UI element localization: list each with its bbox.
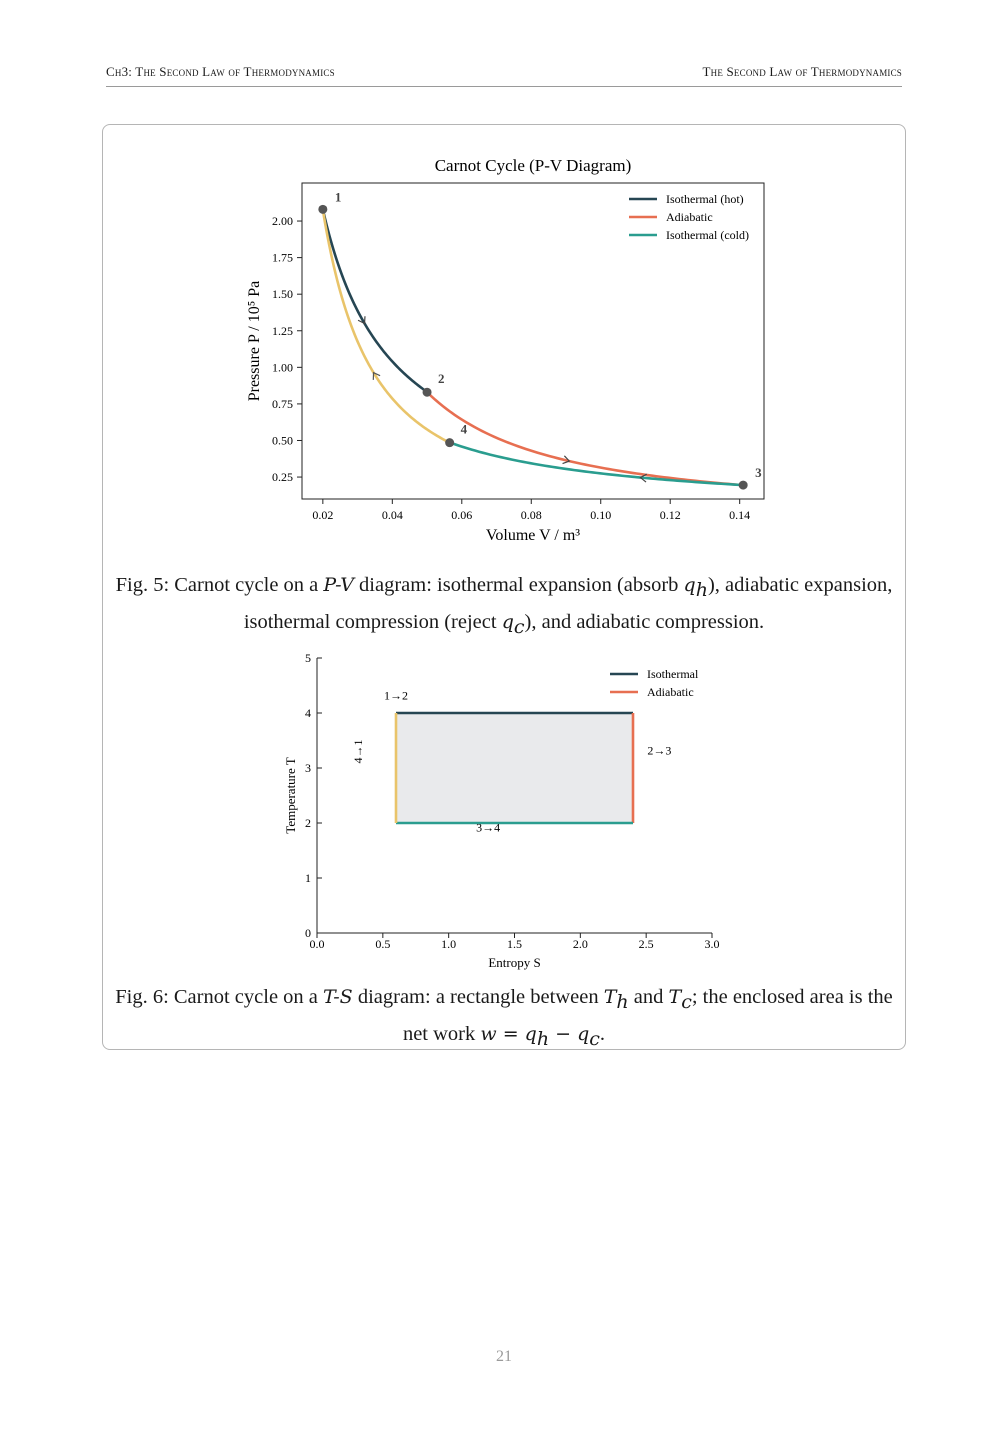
pv-y-tick-label: 0.50 [272,433,293,448]
ts-y-tick-label: 3 [305,761,311,775]
pv-y-tick-label: 1.50 [272,287,293,302]
ts-x-tick-label: 3.0 [704,937,720,951]
ts-y-tick-label: 2 [305,816,311,830]
ts-x-tick-label: 2.0 [572,937,588,951]
pv-x-tick-label: 0.02 [312,508,334,522]
pv-state-label: 2 [438,371,445,387]
ts-y-tick-label: 4 [305,706,311,720]
figure-6-caption: Fig. 6: Carnot cycle on a T-S diagram: a rectangle between $T_h$ and $T_c$; the enclosed area is the net work $w = q_h - q_c$. [115,986,893,1051]
pv-x-axis-label: Volume V / m³ [485,527,581,544]
header-chapter: Ch3: The Second Law of Thermodynamics [106,64,335,79]
pv-x-tick-label: 0.14 [729,508,751,522]
pv-x-tick-label: 0.08 [520,508,542,522]
pv-legend-label: Isothermal (cold) [666,228,749,242]
page-number: 21 [496,1348,512,1365]
pv-legend-label: Isothermal (hot) [666,192,744,206]
ts-legend-label: Adiabatic [647,685,694,699]
ts-x-tick-label: 2.5 [638,937,654,951]
ts-enclosed-area [396,713,633,823]
pv-legend-label: Adiabatic [666,210,713,224]
pv-y-tick-label: 2.00 [272,214,293,229]
ts-y-tick-label: 0 [305,926,311,940]
ts-x-tick-label: 1.0 [441,937,457,951]
pv-state-label: 1 [334,189,342,205]
header-section: The Second Law of Thermodynamics [702,64,902,79]
ts-process-label: 2→3 [647,743,672,758]
pv-x-tick-label: 0.12 [659,508,681,522]
figure-5-caption: Fig. 5: Carnot cycle on a P-V diagram: isothermal expansion (absorb $q_h$), adiabatic expansion, isothermal compression (reject $q_c$), and adiabatic compression. [115,574,893,639]
ts-legend-label: Isothermal [647,667,699,681]
pv-y-tick-label: 1.75 [272,250,293,265]
pv-x-tick-label: 0.06 [451,508,473,522]
ts-process-label: 1→2 [384,688,408,703]
pv-state-label: 4 [460,421,468,437]
ts-process-label: 4→1 [350,739,365,764]
pv-y-tick-label: 1.25 [272,323,293,338]
ts-y-tick-label: 1 [305,871,311,885]
pv-x-tick-label: 0.10 [590,508,612,522]
pv-y-tick-label: 1.00 [272,360,293,375]
pv-y-tick-label: 0.25 [272,470,293,485]
ts-y-axis-label: Temperature T [283,757,298,834]
pv-x-tick-label: 0.04 [381,508,403,522]
pv-y-tick-label: 0.75 [272,396,293,411]
pv-state-label: 3 [755,465,762,481]
pv-chart-title: Carnot Cycle (P-V Diagram) [434,156,632,175]
ts-x-tick-label: 0.0 [309,937,325,951]
ts-y-tick-label: 5 [305,651,311,665]
pv-y-axis-label: Pressure P / 10⁵ Pa [246,280,263,402]
ts-process-label: 3→4 [476,820,501,835]
ts-x-tick-label: 1.5 [507,937,522,951]
ts-x-axis-label: Entropy S [488,955,541,970]
ts-x-tick-label: 0.5 [375,937,391,951]
